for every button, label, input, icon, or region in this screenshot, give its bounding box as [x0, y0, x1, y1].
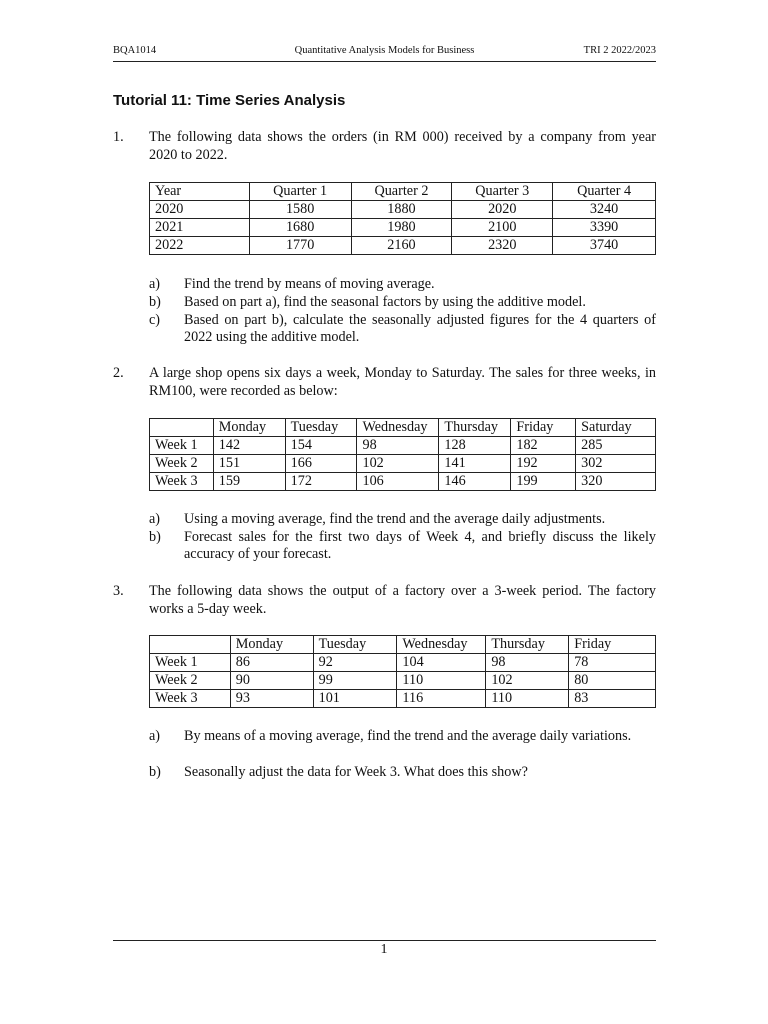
question-number: 3.	[113, 583, 124, 599]
table-cell: Week 2	[150, 455, 214, 473]
table-cell: 98	[486, 654, 569, 672]
question-text: The following data shows the output of a factory over a 3-week period. The factory works a 5-day week.	[149, 583, 656, 617]
column-header: Wednesday	[397, 636, 486, 654]
table-cell: 320	[576, 473, 656, 491]
table-cell: 93	[230, 690, 313, 708]
table-cell: 83	[569, 690, 656, 708]
table-cell: 1880	[351, 201, 452, 219]
table-row	[150, 437, 656, 455]
column-header: Monday	[213, 419, 285, 437]
part-label: a)	[149, 511, 161, 527]
part-c	[149, 312, 656, 346]
question-number: 1.	[113, 129, 124, 145]
table-cell: 78	[569, 654, 656, 672]
table-cell: 106	[357, 473, 439, 491]
page-title: Tutorial 11: Time Series Analysis	[113, 92, 346, 109]
part-text: Based on part a), find the seasonal factors by using the additive model.	[184, 294, 586, 310]
column-header: Year	[150, 183, 250, 201]
table-row	[150, 473, 656, 491]
column-header: Thursday	[439, 419, 511, 437]
table-cell: Week 3	[150, 473, 214, 491]
table-cell: 1770	[249, 237, 351, 255]
part-b	[149, 764, 656, 781]
table-cell: 101	[313, 690, 397, 708]
part-label: b)	[149, 529, 161, 545]
column-header: Tuesday	[313, 636, 397, 654]
orders-table	[149, 182, 656, 255]
table-header-row	[150, 636, 656, 654]
part-text: Find the trend by means of moving average.	[184, 276, 435, 292]
part-text: Forecast sales for the first two days of Week 4, and briefly discuss the likely accuracy of your forecast.	[184, 529, 656, 562]
table-cell: 151	[213, 455, 285, 473]
table-row	[150, 690, 656, 708]
part-a	[149, 276, 656, 293]
column-header: Wednesday	[357, 419, 439, 437]
part-text: Based on part b), calculate the seasonally adjusted figures for the 4 quarters of 2022 using the additive model.	[184, 312, 656, 345]
table-cell: 2320	[452, 237, 553, 255]
table-cell: 86	[230, 654, 313, 672]
table-cell: Week 1	[150, 654, 231, 672]
column-header: Quarter 1	[249, 183, 351, 201]
table-cell: 166	[285, 455, 357, 473]
table-cell: 141	[439, 455, 511, 473]
table-cell: 2100	[452, 219, 553, 237]
table-cell: 102	[357, 455, 439, 473]
part-text: Seasonally adjust the data for Week 3. What does this show?	[184, 764, 528, 780]
table-cell: Week 3	[150, 690, 231, 708]
table-cell: 182	[511, 437, 576, 455]
column-header	[150, 636, 231, 654]
table-cell: 154	[285, 437, 357, 455]
question-text: A large shop opens six days a week, Monday to Saturday. The sales for three weeks, in RM100, were recorded as below:	[149, 365, 656, 399]
table-cell: 3240	[553, 201, 656, 219]
table-row	[150, 455, 656, 473]
table-cell: 116	[397, 690, 486, 708]
table-cell: 1680	[249, 219, 351, 237]
table-cell: 1580	[249, 201, 351, 219]
column-header: Tuesday	[285, 419, 357, 437]
table-cell: 99	[313, 672, 397, 690]
table-cell: 3390	[553, 219, 656, 237]
part-a	[149, 511, 656, 528]
column-header: Monday	[230, 636, 313, 654]
column-header: Thursday	[486, 636, 569, 654]
table-cell: 104	[397, 654, 486, 672]
table-row	[150, 219, 656, 237]
part-label: a)	[149, 276, 161, 292]
question-3	[113, 582, 656, 618]
table-cell: 92	[313, 654, 397, 672]
table-cell: 110	[397, 672, 486, 690]
table-cell: 2021	[150, 219, 250, 237]
part-b	[149, 529, 656, 563]
table-header-row	[150, 183, 656, 201]
column-header: Saturday	[576, 419, 656, 437]
part-label: b)	[149, 294, 161, 310]
part-label: a)	[149, 728, 161, 744]
part-text: By means of a moving average, find the trend and the average daily variations.	[184, 728, 632, 744]
question-text: The following data shows the orders (in RM 000) received by a company from year 2020 to 2022.	[149, 129, 656, 163]
column-header: Friday	[569, 636, 656, 654]
table-cell: 1980	[351, 219, 452, 237]
course-name: Quantitative Analysis Models for Business	[294, 45, 475, 56]
table-cell: Week 1	[150, 437, 214, 455]
table-row	[150, 672, 656, 690]
shop-sales-table	[149, 418, 656, 491]
column-header: Quarter 3	[452, 183, 553, 201]
page-number: 1	[380, 942, 388, 957]
part-b	[149, 294, 656, 311]
part-text: Using a moving average, find the trend and the average daily adjustments.	[184, 511, 606, 527]
column-header	[150, 419, 214, 437]
table-cell: 98	[357, 437, 439, 455]
table-cell: 80	[569, 672, 656, 690]
question-number: 2.	[113, 365, 124, 381]
term-label: TRI 2 2022/2023	[583, 45, 656, 56]
table-cell: 90	[230, 672, 313, 690]
column-header: Quarter 2	[351, 183, 452, 201]
table-cell: 172	[285, 473, 357, 491]
question-1	[113, 128, 656, 164]
table-cell: 146	[439, 473, 511, 491]
table-cell: 2022	[150, 237, 250, 255]
table-cell: Week 2	[150, 672, 231, 690]
table-cell: 110	[486, 690, 569, 708]
part-a	[149, 728, 656, 745]
column-header: Quarter 4	[553, 183, 656, 201]
table-row	[150, 201, 656, 219]
table-cell: 2020	[452, 201, 553, 219]
table-cell: 3740	[553, 237, 656, 255]
table-cell: 142	[213, 437, 285, 455]
course-code: BQA1014	[113, 45, 157, 56]
table-cell: 159	[213, 473, 285, 491]
table-header-row	[150, 419, 656, 437]
footer-divider	[113, 940, 656, 941]
table-row	[150, 654, 656, 672]
table-cell: 302	[576, 455, 656, 473]
table-cell: 199	[511, 473, 576, 491]
table-cell: 285	[576, 437, 656, 455]
table-cell: 2160	[351, 237, 452, 255]
question-2	[113, 364, 656, 400]
part-label: b)	[149, 764, 161, 780]
factory-output-table	[149, 635, 656, 708]
column-header: Friday	[511, 419, 576, 437]
table-cell: 2020	[150, 201, 250, 219]
table-row	[150, 237, 656, 255]
page-header	[113, 45, 656, 62]
part-label: c)	[149, 312, 161, 328]
table-cell: 128	[439, 437, 511, 455]
table-cell: 192	[511, 455, 576, 473]
table-cell: 102	[486, 672, 569, 690]
